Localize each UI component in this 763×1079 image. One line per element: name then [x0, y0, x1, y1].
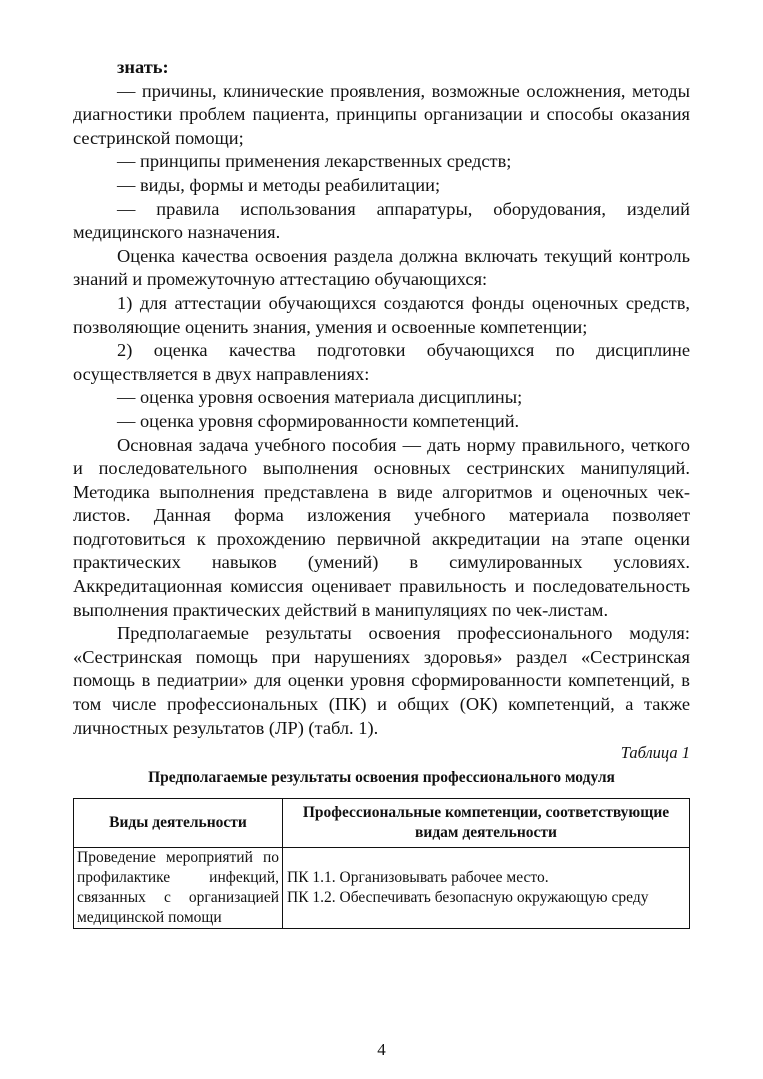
heading-know: знать:	[117, 57, 169, 77]
table-cell-competencies	[283, 848, 690, 929]
assessment-item: 2) оценка качества подготовки обучающихся по дисциплине осуществляется в двух направлениях:	[73, 340, 690, 384]
assessment-item: 1) для аттестации обучающихся создаются фонды оценочных средств, позволяющие оценить знания, умения и освоенные компетенции;	[73, 292, 690, 337]
direction-item: — оценка уровня сформированности компетенций.	[117, 410, 520, 431]
table-title: Предполагаемые результаты освоения профессионального модуля	[148, 769, 615, 787]
page-text	[73, 56, 690, 929]
competency-item: ПК 1.2. Обеспечивать безопасную окружающую среду	[287, 889, 649, 907]
table-caption: Таблица 1	[620, 743, 690, 763]
know-item: — принципы применения лекарственных средств;	[117, 151, 512, 172]
assessment-intro: Оценка качества освоения раздела должна включать текущий контроль знаний и промежуточную аттестацию обучающихся:	[73, 245, 690, 290]
know-item: — виды, формы и методы реабилитации;	[117, 174, 441, 195]
table-header-activity: Виды деятельности	[74, 799, 283, 848]
competency-item: ПК 1.1. Организовывать рабочее место.	[287, 869, 549, 887]
know-item: — правила использования аппаратуры, оборудования, изделий медицинского назначения.	[73, 198, 690, 243]
table-header-row	[74, 799, 690, 848]
table-header-competencies: Профессиональные компетенции, соответствующие видам деятельности	[283, 799, 690, 848]
page-number: 4	[377, 1040, 386, 1059]
direction-item: — оценка уровня освоения материала дисциплины;	[117, 387, 523, 408]
expected-results-paragraph: Предполагаемые результаты освоения профессионального модуля: «Сестринская помощь при нарушениях здоровья» раздел «Сестринская помощь в педиатрии» для оценки уровня сформированности компетенций, в том числе профессиональных (ПК) и общих (ОК) компетенций, а также личностных результатов (ЛР) (табл. 1).	[73, 623, 690, 738]
results-table	[73, 798, 690, 929]
main-task-paragraph: Основная задача учебного пособия — дать норму правильного, четкого и последовательного выполнения основных сестринских манипуляций. Методика выполнения представлена в виде алгоритмов и оценочных чек-листов. Данная форма изложения учебного материала позволяет подготовиться к прохождению первичной аккредитации на этапе оценки практических навыков (умений) в симулированных условиях. Аккредитационная комиссия оценивает правильность и последовательность выполнения практических действий в манипуляциях по чек-листам.	[73, 434, 690, 620]
table-row	[74, 848, 690, 929]
table-cell-activity: Проведение мероприятий по профилактике инфекций, связанных с организацией медицинской помощи	[74, 848, 283, 929]
know-item: — причины, клинические проявления, возможные осложнения, методы диагностики проблем пациента, принципы организации и способы оказания сестринской помощи;	[73, 80, 690, 148]
